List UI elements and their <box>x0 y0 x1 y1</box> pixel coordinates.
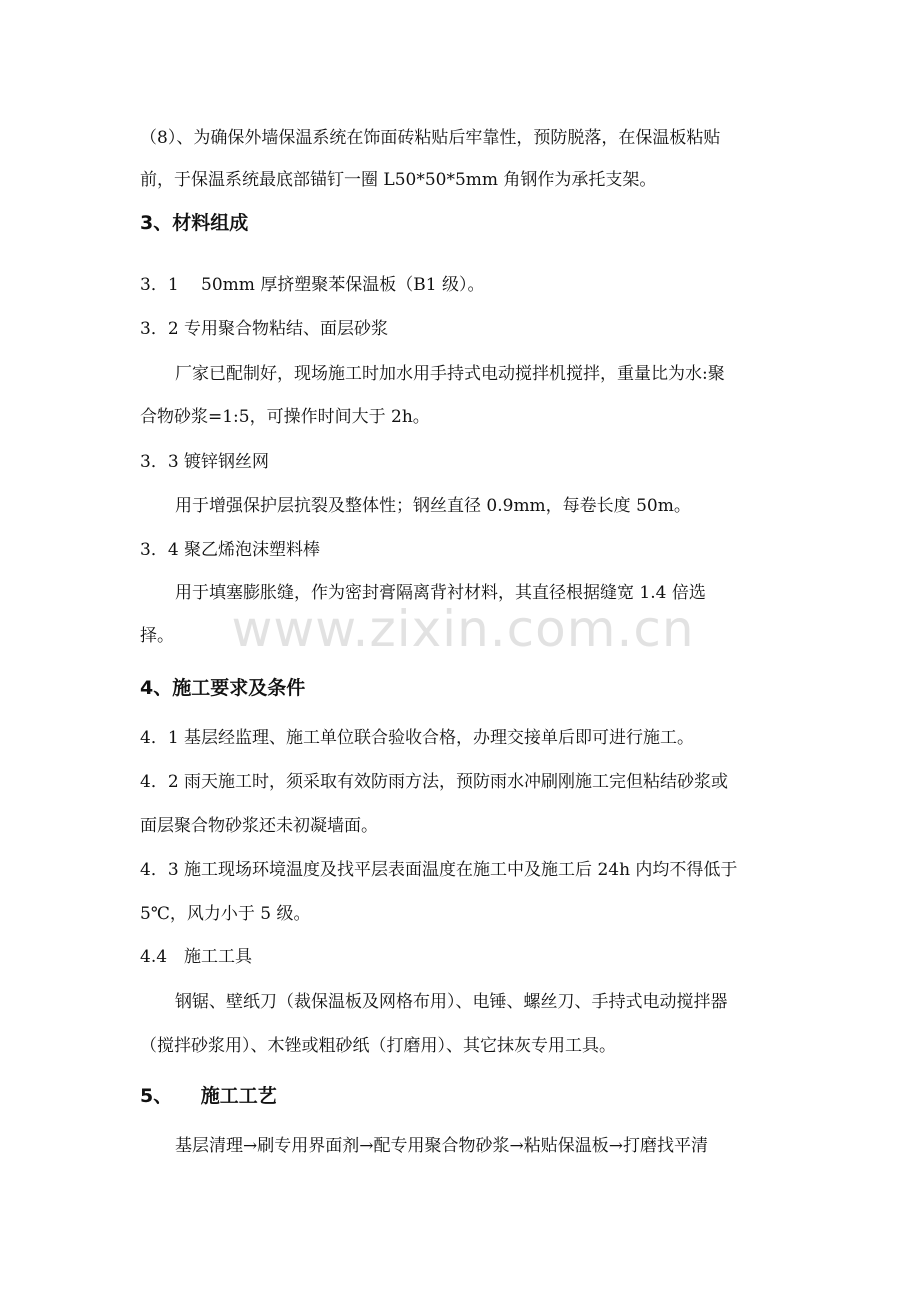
paragraph-line: 基层清理→刷专用界面剂→配专用聚合物砂浆→粘贴保温板→打磨找平清 <box>175 1136 708 1156</box>
item-4-2: 4．2 雨天施工时，须采取有效防雨方法，预防雨水冲刷刚施工完但粘结砂浆或 <box>140 772 729 792</box>
paragraph-line: （8）、为确保外墙保温系统在饰面砖粘贴后牢靠性，预防脱落，在保温板粘贴 <box>140 128 721 148</box>
item-3-1: 3．1 50mm 厚挤塑聚苯保温板（B1 级）。 <box>140 275 485 295</box>
paragraph-line: 合物砂浆=1:5，可操作时间大于 2h。 <box>140 407 430 427</box>
paragraph-line: 用于增强保护层抗裂及整体性；钢丝直径 0.9mm，每卷长度 50m。 <box>175 496 691 516</box>
item-4-4: 4.4 施工工具 <box>140 947 253 967</box>
paragraph-line: 5℃，风力小于 5 级。 <box>140 904 311 924</box>
section-heading-3: 3、材料组成 <box>140 212 249 234</box>
section-heading-5: 5、 施工工艺 <box>140 1085 277 1107</box>
paragraph-line: 前，于保温系统最底部锚钉一圈 L50*50*5mm 角钢作为承托支架。 <box>140 170 657 190</box>
paragraph-line: 钢锯、壁纸刀（裁保温板及网格布用）、电锤、螺丝刀、手持式电动搅拌器 <box>175 992 728 1012</box>
watermark: www.zixin.com.cn <box>231 600 695 658</box>
item-4-1: 4．1 基层经监理、施工单位联合验收合格，办理交接单后即可进行施工。 <box>140 728 695 748</box>
paragraph-line: 厂家已配制好，现场施工时加水用手持式电动搅拌机搅拌，重量比为水:聚 <box>175 364 725 384</box>
section-heading-4: 4、施工要求及条件 <box>140 677 306 699</box>
item-3-4: 3．4 聚乙烯泡沫塑料棒 <box>140 540 321 560</box>
item-3-3: 3．3 镀锌钢丝网 <box>140 452 270 472</box>
paragraph-line: 面层聚合物砂浆还未初凝墙面。 <box>140 816 378 836</box>
paragraph-line: （搅拌砂浆用）、木锉或粗砂纸（打磨用）、其它抹灰专用工具。 <box>140 1036 616 1056</box>
paragraph-line: 择。 <box>140 626 174 646</box>
item-4-3: 4．3 施工现场环境温度及找平层表面温度在施工中及施工后 24h 内均不得低于 <box>140 860 738 880</box>
item-3-2: 3．2 专用聚合物粘结、面层砂浆 <box>140 319 389 339</box>
paragraph-line: 用于填塞膨胀缝，作为密封膏隔离背衬材料，其直径根据缝宽 1.4 倍选 <box>175 583 706 603</box>
